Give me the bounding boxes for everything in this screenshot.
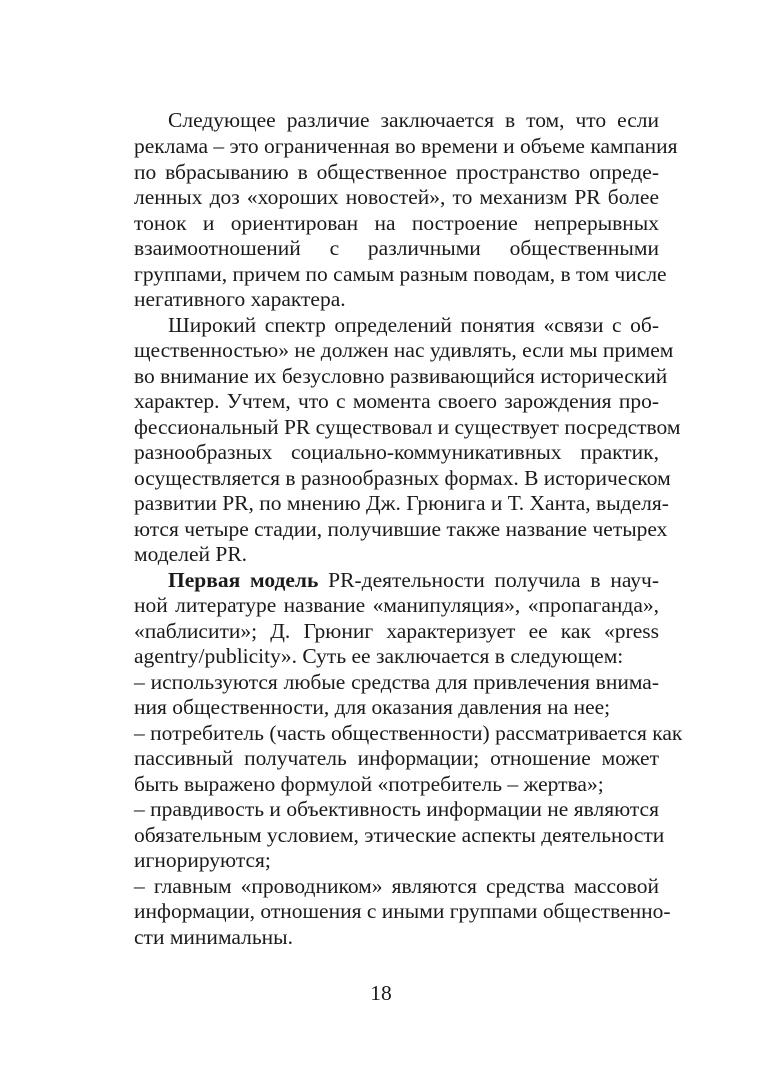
text-line: быть выражено формулой «потребитель – жертва»; bbox=[134, 772, 604, 796]
text-line: реклама – это ограниченная во времени и объеме кампания bbox=[134, 134, 678, 158]
text-line: пассивный получатель информации; отношение может bbox=[134, 746, 659, 770]
text-line: во внимание их безусловно развивающийся исторический bbox=[134, 364, 668, 388]
text-line: ются четыре стадии, получившие также название четырех bbox=[134, 517, 668, 541]
bold-lead: Первая модель bbox=[168, 568, 319, 592]
text-line: группами, причем по самым разным поводам, в том числе bbox=[134, 262, 667, 286]
text-line: – потребитель (часть общественности) рассматривается как bbox=[134, 721, 683, 745]
text-line: обязательным условием, этические аспекты деятельности bbox=[134, 823, 665, 847]
text-line: agentry/publicity». Суть ее заключается в следующем: bbox=[134, 644, 624, 668]
text-line: «паблисити»; Д. Грюниг характеризует ее как «press bbox=[134, 619, 659, 643]
text-line: фессиональный PR существовал и существует посредством bbox=[134, 415, 681, 439]
text-line: Широкий спектр определений понятия «связи с об- bbox=[168, 313, 659, 337]
text-line: – главным «проводником» являются средства массовой bbox=[134, 874, 659, 898]
text-line: информации, отношения с иными группами общественно- bbox=[134, 899, 671, 923]
text-line: характер. Учтем, что с момента своего зарождения про- bbox=[134, 389, 659, 413]
text-line: ния общественности, для оказания давления на нее; bbox=[134, 695, 611, 719]
text-line: сти минимальны. bbox=[134, 925, 293, 949]
text-line: по вбрасыванию в общественное пространство опреде- bbox=[134, 160, 659, 184]
text-line: ной литературе название «манипуляция», «пропаганда», bbox=[134, 593, 659, 617]
page-number: 18 bbox=[370, 981, 392, 1005]
text-line: осуществляется в разнообразных формах. В историческом bbox=[134, 466, 671, 490]
text-line: моделей PR. bbox=[134, 542, 248, 566]
text-line: ленных доз «хороших новостей», то механизм PR более bbox=[134, 185, 659, 209]
text-line: тонок и ориентирован на построение непрерывных bbox=[134, 211, 659, 235]
text-line: развитии PR, по мнению Дж. Грюнига и Т. Ханта, выделя- bbox=[134, 491, 669, 515]
text-line: – используются любые средства для привлечения внима- bbox=[134, 670, 659, 694]
text-line: негативного характера. bbox=[134, 287, 346, 311]
text-line: взаимоотношений с различными общественными bbox=[134, 236, 659, 260]
text-line bbox=[168, 567, 659, 593]
text-line: Следующее различие заключается в том, что если bbox=[168, 108, 659, 132]
text-line: щественностью» не должен нас удивлять, если мы примем bbox=[134, 338, 674, 362]
text-line: игнорируются; bbox=[134, 848, 271, 872]
text-line: – правдивость и объективность информации не являются bbox=[134, 797, 659, 821]
text-line: разнообразных социально-коммуникативных практик, bbox=[134, 440, 659, 464]
text-line-rest: PR-деятельности получила в науч- bbox=[318, 568, 659, 592]
